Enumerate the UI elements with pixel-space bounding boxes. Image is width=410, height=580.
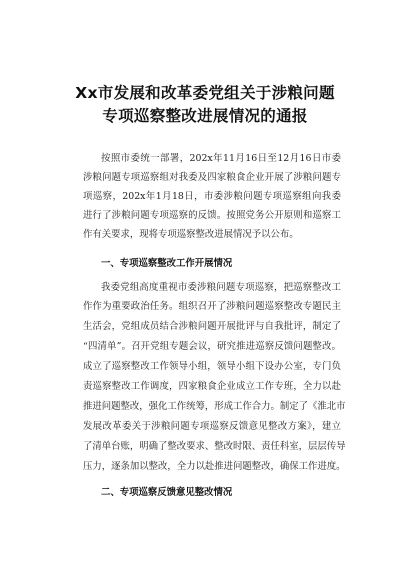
section-heading: 二、专项巡察反馈意见整改情况 (101, 487, 233, 498)
section-heading: 一、专项巡察整改工作开展情况 (101, 258, 233, 269)
body-line: 成立了巡察整改工作领导小组，领导小组下设办公室，专门负 (83, 361, 341, 372)
intro-line: 涉粮问题专项巡察组对我委及四家粮食企业开展了涉粮问题专 (83, 172, 341, 183)
intro-line: 作有关要求，现将专项巡察整改进展情况予以公布。 (83, 229, 299, 240)
intro-line: 按照市委统一部署，202x年11月16日至12月16日市委 (101, 153, 341, 164)
body-line: 压力，逐条加以整改，全力以赴推进问题整改，确保工作进度。 (83, 461, 346, 472)
body-line: 责巡察整改工作调度，四家粮食企业成立工作专班，全力以赴 (83, 381, 341, 392)
body-line: 推进问题整改，强化工作统筹，形成工作合力。制定了《淮北市 (83, 401, 346, 412)
body-line: 了清单台账，明确了整改要求、整改时限、责任科室，层层传导 (83, 441, 346, 452)
document-title-line-2: 专项巡察整改进展情况的通报 (102, 107, 308, 125)
document-title-line-1: Xx市发展和改革委党组关于涉粮问题 (75, 84, 335, 102)
body-line: “四清单”。召开党组专题会议，研究推进巡察反馈问题整改。 (83, 341, 341, 352)
intro-line: 项巡察，202x年1月18日，市委涉粮问题专项巡察组向我委 (83, 191, 341, 202)
body-line: 发展改革委关于涉粮问题专项巡察反馈意见整改方案》，建立 (83, 421, 341, 432)
body-line: 我委党组高度重视市委涉粮问题专项巡察，把巡察整改工 (101, 282, 341, 293)
body-line: 生活会，党组成员结合涉粮问题开展批评与自我批评，制定了 (83, 321, 341, 332)
intro-line: 进行了涉粮问题专项巡察的反馈。按照党务公开原则和巡察工 (83, 210, 341, 221)
body-line: 作作为重要政治任务。组织召开了涉粮问题巡察整改专题民主 (83, 301, 341, 312)
